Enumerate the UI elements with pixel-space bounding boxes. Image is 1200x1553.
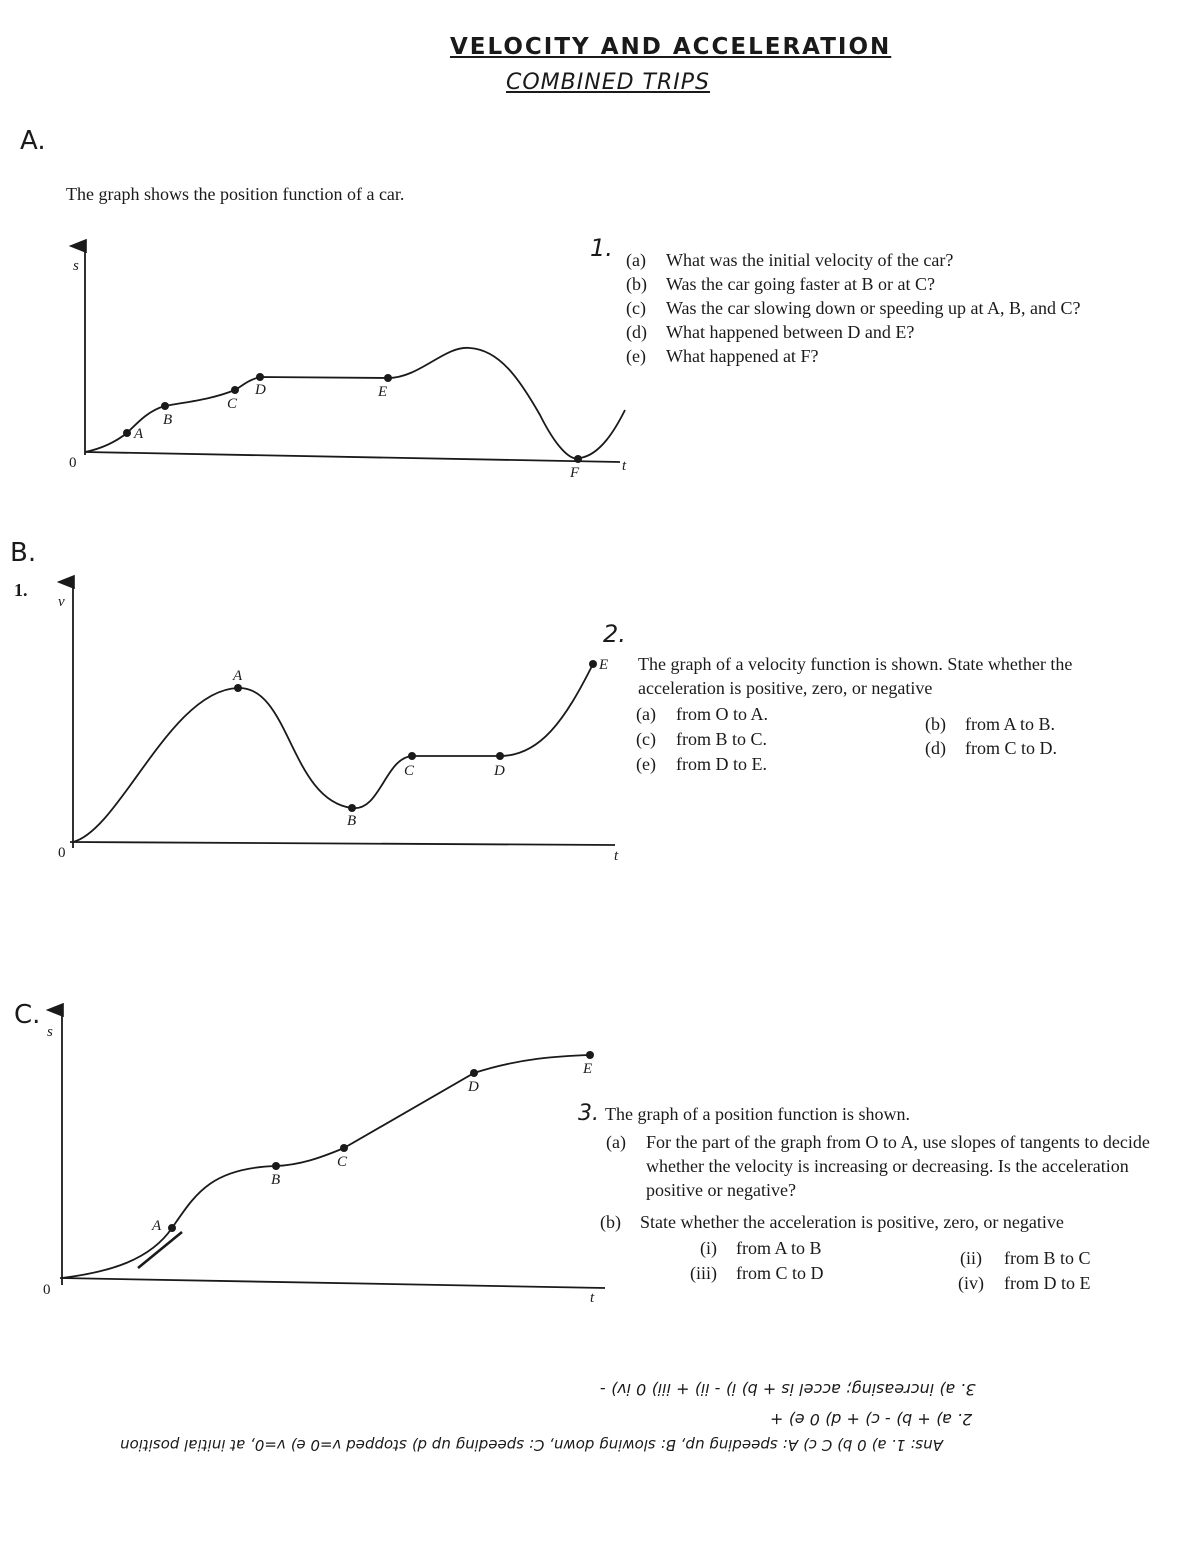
graph-a-point-a	[123, 429, 131, 437]
graph-a-label-c: C	[227, 396, 238, 412]
position-graph-c	[60, 1010, 605, 1288]
question-2e: (e) from D to E.	[636, 754, 767, 774]
question-3-intro-line: 3. The graph of a position function is shown.	[578, 1101, 910, 1126]
graph-c-x-label: t	[590, 1290, 595, 1306]
graph-b-point-d	[496, 752, 504, 760]
question-3a-id: (a)	[606, 1132, 626, 1152]
section-a-intro: The graph shows the position function of a car.	[66, 184, 405, 204]
graph-b-label-b: B	[347, 813, 357, 829]
graph-b-point-a	[234, 684, 242, 692]
graph-a-label-b: B	[163, 412, 173, 428]
graph-b-x-label: t	[614, 848, 619, 864]
answer-line-2: 2. a) + b) - c) + d) 0 e) +	[770, 1410, 973, 1429]
question-1e: (e) What happened at F?	[626, 346, 819, 366]
answer-line-3: 3. a) increasing; accel is + b) i) - ii) + iii) 0 iv) -	[600, 1380, 976, 1399]
question-2a: (a) from O to A.	[636, 704, 768, 724]
question-2-intro: The graph of a velocity function is shown. State whether the acceleration is positive, zero, or negative	[638, 654, 1073, 698]
graph-c-tangent	[138, 1232, 182, 1268]
graph-b-label-e: E	[599, 657, 609, 673]
question-3b-iii: (iii) from C to D	[690, 1263, 824, 1283]
section-a-marker: A.	[20, 126, 46, 156]
section-b-sub: 1.	[14, 580, 28, 600]
graph-c-y-label: s	[47, 1024, 53, 1040]
graph-a-x-axis	[85, 452, 620, 462]
position-graph-a	[85, 246, 625, 462]
question-2d: (d) from C to D.	[925, 738, 1057, 758]
graph-b-curve	[73, 664, 593, 842]
graph-a-point-b	[161, 402, 169, 410]
graph-a-point-e	[384, 374, 392, 382]
graph-b-point-c	[408, 752, 416, 760]
question-2-number: 2.	[603, 620, 626, 648]
graph-b-x-axis	[70, 842, 615, 845]
section-b-marker: B.	[10, 538, 37, 568]
graph-a-point-d	[256, 373, 264, 381]
question-3b-iv: (iv) from D to E	[958, 1273, 1091, 1293]
graph-c-label-b: B	[271, 1172, 281, 1188]
graph-a-points	[123, 373, 582, 463]
velocity-graph-b	[70, 582, 615, 848]
graph-b-y-label: v	[58, 594, 65, 610]
graph-c-origin-label: 0	[43, 1282, 51, 1298]
graph-b-points	[234, 660, 597, 812]
graph-a-label-d: D	[255, 382, 266, 398]
question-1d: (d) What happened between D and E?	[626, 322, 915, 342]
graph-c-label-d: D	[468, 1079, 479, 1095]
graph-a-origin-label: 0	[69, 455, 77, 471]
graph-c-curve	[62, 1055, 593, 1278]
graph-a-point-f	[574, 455, 582, 463]
question-3b-ii: (ii) from B to C	[960, 1248, 1091, 1268]
graph-a-x-label: t	[622, 458, 627, 474]
page-title: VELOCITY AND ACCELERATION	[450, 34, 892, 60]
graph-c-label-c: C	[337, 1154, 348, 1170]
graph-a-y-label: s	[73, 258, 79, 274]
section-c-marker: C.	[14, 1000, 41, 1030]
graph-c-point-c	[340, 1144, 348, 1152]
graph-c-points	[168, 1051, 594, 1232]
question-2c: (c) from B to C.	[636, 729, 768, 749]
graph-b-point-b	[348, 804, 356, 812]
graph-b-label-c: C	[404, 763, 415, 779]
question-1b: (b) Was the car going faster at B or at C?	[626, 274, 935, 294]
graph-b-origin-label: 0	[58, 845, 66, 861]
graph-a-point-c	[231, 386, 239, 394]
graph-c-point-e	[586, 1051, 594, 1059]
question-2b: (b) from A to B.	[925, 714, 1056, 734]
graph-a-label-a: A	[134, 426, 144, 442]
graph-c-point-d	[470, 1069, 478, 1077]
graph-c-point-b	[272, 1162, 280, 1170]
graph-b-label-d: D	[494, 763, 505, 779]
question-1a: (a) What was the initial velocity of the car?	[626, 250, 954, 270]
answer-line-1: Ans: 1. a) 0 b) C c) A: speeding up, B: slowing down, C: speeding up d) stopped v=0 e) v=0, at initial position	[120, 1436, 943, 1454]
graph-b-label-a: A	[233, 668, 243, 684]
page-subtitle: COMBINED TRIPS	[506, 70, 710, 95]
graph-c-point-a	[168, 1224, 176, 1232]
graph-c-label-e: E	[583, 1061, 593, 1077]
question-1c: (c) Was the car slowing down or speeding up at A, B, and C?	[626, 298, 1081, 318]
question-3b-i: (i) from A to B	[700, 1238, 822, 1258]
graph-a-label-e: E	[378, 384, 388, 400]
graph-c-x-axis	[60, 1278, 605, 1288]
question-1-list	[626, 248, 1080, 368]
question-3a: For the part of the graph from O to A, use slopes of tangents to decide whether the velocity is increasing or decreasing. Is the acceleration positive or negative?	[646, 1132, 1150, 1200]
question-3-number: 3.	[578, 1101, 599, 1126]
question-3b: (b) State whether the acceleration is positive, zero, or negative	[600, 1212, 1064, 1232]
question-1-number: 1.	[590, 234, 613, 262]
graph-a-label-f: F	[570, 465, 580, 481]
graph-c-label-a: A	[152, 1218, 162, 1234]
graph-b-point-e	[589, 660, 597, 668]
